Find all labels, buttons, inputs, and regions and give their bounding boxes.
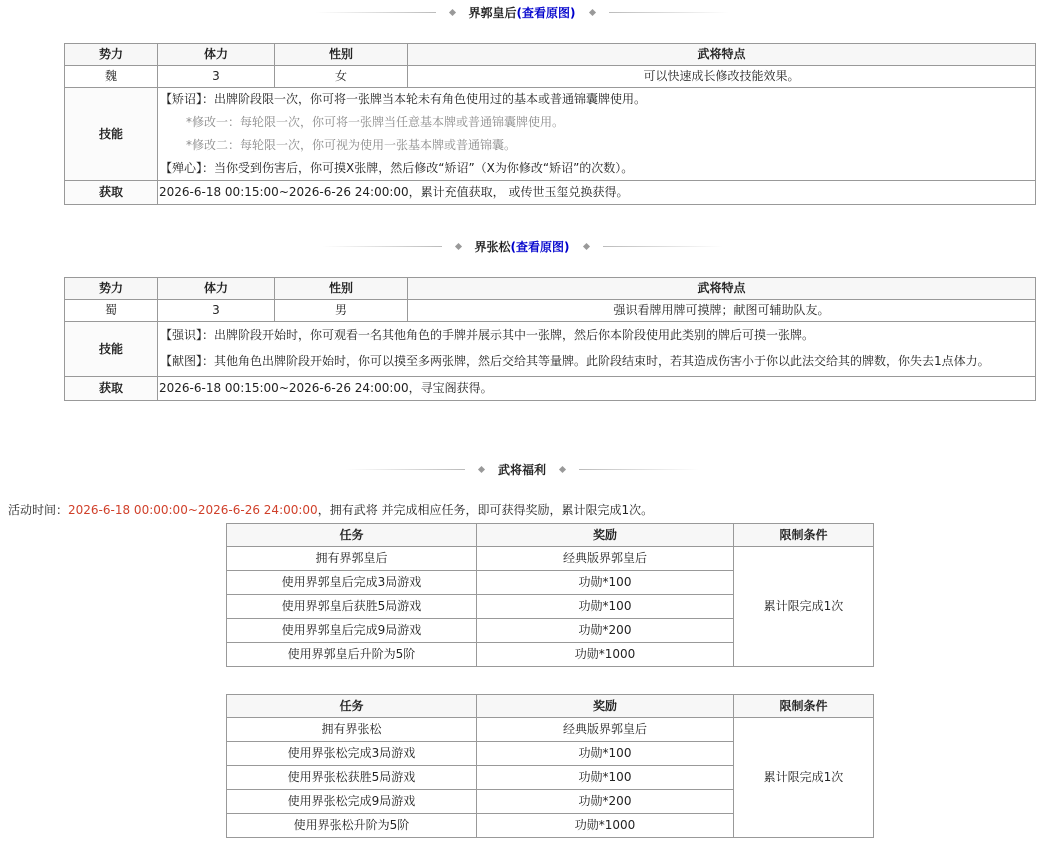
task-name: 使用界郭皇后升阶为5阶	[227, 643, 477, 667]
gender-value: 男	[275, 300, 408, 322]
header-feature: 武将特点	[408, 278, 1036, 300]
hero1-info-table	[64, 43, 1036, 205]
task-name: 使用界张松完成3局游戏	[227, 742, 477, 766]
task-reward: 功勋*100	[477, 571, 734, 595]
task-reward: 功勋*100	[477, 595, 734, 619]
skill-description	[158, 322, 1036, 377]
header-gender: 性别	[275, 278, 408, 300]
task-reward: 功勋*100	[477, 766, 734, 790]
task-reward: 经典版界郭皇后	[477, 547, 734, 571]
divider-line	[345, 469, 465, 470]
diamond-icon	[582, 242, 589, 249]
header-faction: 势力	[65, 44, 158, 66]
task-name: 使用界郭皇后完成9局游戏	[227, 619, 477, 643]
task-name: 使用界张松完成9局游戏	[227, 790, 477, 814]
task-name: 拥有界张松	[227, 718, 477, 742]
task-reward: 功勋*1000	[477, 814, 734, 838]
obtain-value: 2026-6-18 00:15:00~2026-6-26 24:00:00，寻宝阁获得。	[158, 377, 1036, 401]
feature-value: 强识看牌用牌可摸牌；献图可辅助队友。	[408, 300, 1036, 322]
task-reward: 功勋*1000	[477, 643, 734, 667]
welfare-title: 武将福利	[497, 462, 546, 477]
skill-line: 【矫诏】：出牌阶段限一次，你可将一张牌当本轮未有角色使用过的基本或普通锦囊牌使用。	[160, 92, 647, 106]
skill-modification: *修改二：每轮限一次，你可视为使用一张基本牌或普通锦囊。	[186, 138, 517, 152]
obtain-label: 获取	[65, 377, 158, 401]
divider-line	[579, 469, 699, 470]
view-original-link[interactable]: (查看原图)	[510, 239, 570, 254]
task-name: 使用界郭皇后获胜5局游戏	[227, 595, 477, 619]
header-reward: 奖励	[477, 524, 734, 547]
diamond-icon	[588, 8, 595, 15]
skill-description	[158, 88, 1036, 181]
hero1-section-header	[0, 2, 1044, 22]
feature-value: 可以快速成长修改技能效果。	[408, 66, 1036, 88]
view-original-link[interactable]: (查看原图)	[516, 5, 576, 20]
activity-time-text: 活动时间：2026-6-18 00:00:00~2026-6-26 24:00:00，拥有武将 并完成相应任务，即可获得奖励，累计限完成1次。	[8, 503, 654, 517]
task-reward: 功勋*200	[477, 790, 734, 814]
task-reward: 功勋*200	[477, 619, 734, 643]
task-reward: 经典版界郭皇后	[477, 718, 734, 742]
hp-value: 3	[158, 66, 275, 88]
task-name: 使用界郭皇后完成3局游戏	[227, 571, 477, 595]
obtain-label: 获取	[65, 181, 158, 205]
task-limit: 累计限完成1次	[734, 718, 874, 838]
hero2-info-table	[64, 277, 1036, 401]
task-reward: 功勋*100	[477, 742, 734, 766]
header-faction: 势力	[65, 278, 158, 300]
task-limit: 累计限完成1次	[734, 547, 874, 667]
skill-label: 技能	[65, 322, 158, 377]
header-limit: 限制条件	[734, 524, 874, 547]
header-hp: 体力	[158, 44, 275, 66]
welfare-section-header	[0, 459, 1044, 479]
skill-line: 【强识】：出牌阶段开始时，你可观看一名其他角色的手牌并展示其中一张牌，然后你本阶段使用此类别的牌后可摸一张牌。	[160, 328, 815, 342]
hero1-task-table	[226, 523, 874, 667]
activity-time-range: 2026-6-18 00:00:00~2026-6-26 24:00:00	[68, 503, 318, 517]
skill-line: 【献图】：其他角色出牌阶段开始时，你可以摸至多两张牌，然后交给其等量牌。此阶段结束时，若其造成伤害小于你以此法交给其的牌数，你失去1点体力。	[160, 354, 990, 368]
header-hp: 体力	[158, 278, 275, 300]
obtain-value: 2026-6-18 00:15:00~2026-6-26 24:00:00，累计充值获取， 或传世玉玺兑换获得。	[158, 181, 1036, 205]
diamond-icon	[478, 465, 485, 472]
task-name: 使用界张松获胜5局游戏	[227, 766, 477, 790]
diamond-icon	[448, 8, 455, 15]
gender-value: 女	[275, 66, 408, 88]
task-name: 拥有界郭皇后	[227, 547, 477, 571]
divider-line	[603, 246, 723, 247]
task-name: 使用界张松升阶为5阶	[227, 814, 477, 838]
diamond-icon	[559, 465, 566, 472]
skill-label: 技能	[65, 88, 158, 181]
header-task: 任务	[227, 524, 477, 547]
faction-value: 魏	[65, 66, 158, 88]
divider-line	[316, 12, 436, 13]
header-task: 任务	[227, 695, 477, 718]
header-reward: 奖励	[477, 695, 734, 718]
divider-line	[322, 246, 442, 247]
hero2-section-header	[0, 236, 1044, 256]
faction-value: 蜀	[65, 300, 158, 322]
skill-modification: *修改一：每轮限一次，你可将一张牌当任意基本牌或普通锦囊牌使用。	[186, 115, 565, 129]
skill-line: 【殚心】：当你受到伤害后，你可摸X张牌，然后修改“矫诏”（X为你修改“矫诏”的次数）。	[160, 161, 634, 175]
hero2-task-table	[226, 694, 874, 838]
hp-value: 3	[158, 300, 275, 322]
header-feature: 武将特点	[408, 44, 1036, 66]
header-gender: 性别	[275, 44, 408, 66]
divider-line	[609, 12, 729, 13]
hero2-title: 界张松(查看原图)	[474, 239, 570, 254]
hero1-title: 界郭皇后(查看原图)	[468, 5, 576, 20]
header-limit: 限制条件	[734, 695, 874, 718]
diamond-icon	[454, 242, 461, 249]
